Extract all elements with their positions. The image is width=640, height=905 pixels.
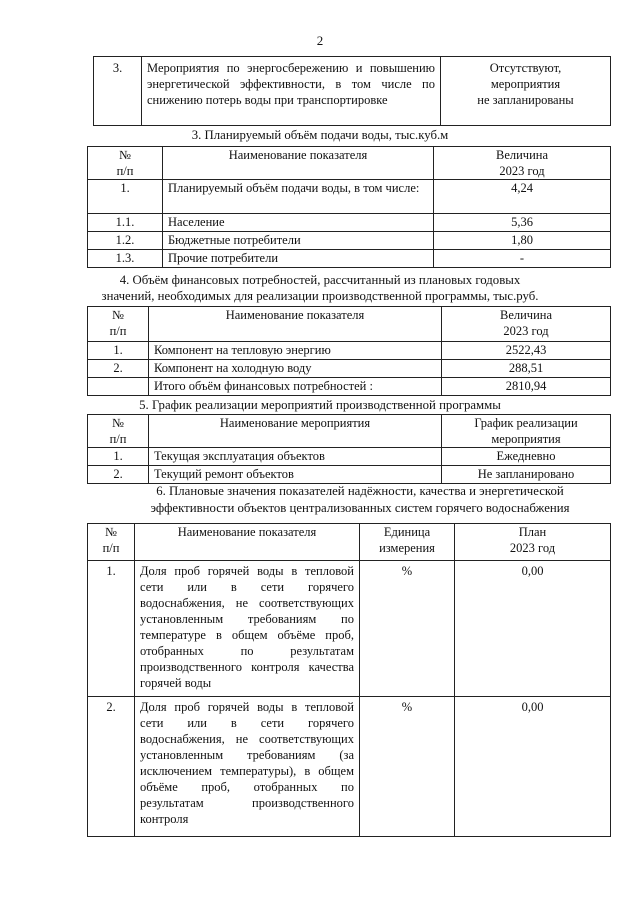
row-name: Доля проб горячей воды в тепловой сети или в сети горячего водоснабжения, не соответствующих установленным требованиям по температуре в общем объёме проб, отобранных по результатам производственного контроля качества горячей воды <box>135 561 360 697</box>
schedule-table <box>87 414 611 484</box>
header-name: Наименование показателя <box>149 307 442 342</box>
table-row <box>88 466 611 484</box>
row-number: 1. <box>88 180 163 214</box>
row-number: 1. <box>88 448 149 466</box>
row-unit: % <box>360 561 455 697</box>
table-row <box>88 342 611 360</box>
header-num: № п/п <box>88 415 149 448</box>
table-row <box>88 448 611 466</box>
header-num: № п/п <box>88 524 135 561</box>
section-3-title: 3. Планируемый объём подачи воды, тыс.куб.м <box>191 128 449 142</box>
row-value: Не запланировано <box>442 466 611 484</box>
row-number: 2. <box>88 360 149 378</box>
row-name: Прочие потребители <box>163 250 434 268</box>
row-value: 4,24 <box>434 180 611 214</box>
header-name: Наименование показателя <box>163 147 434 180</box>
row-value: 0,00 <box>455 561 611 697</box>
row-unit: % <box>360 697 455 837</box>
row-name: Компонент на холодную воду <box>149 360 442 378</box>
row-value: 5,36 <box>434 214 611 232</box>
row-number: 3. <box>94 57 142 126</box>
header-value: График реализации мероприятия <box>442 415 611 448</box>
table-header <box>88 307 611 342</box>
header-value: Величина 2023 год <box>442 307 611 342</box>
measures-table <box>93 56 611 126</box>
table-row <box>88 180 611 214</box>
row-name: Население <box>163 214 434 232</box>
indicators-table <box>87 523 611 837</box>
row-name: Доля проб горячей воды в тепловой сети или в сети горячего водоснабжения, не соответствующих установленным требованиям (за исключением температуры), в общем объёме проб, отобранных по результатам производственного контроля <box>135 697 360 837</box>
header-name: Наименование показателя <box>135 524 360 561</box>
table-header <box>88 524 611 561</box>
row-value: 0,00 <box>455 697 611 837</box>
row-number: 1. <box>88 342 149 360</box>
row-number: 1.1. <box>88 214 163 232</box>
header-value: План 2023 год <box>455 524 611 561</box>
section-4-title: 4. Объём финансовых потребностей, рассчитанный из плановых годовых значений, необходимых для реализации производственной программы, тыс.руб. <box>101 273 539 303</box>
row-value: Ежедневно <box>442 448 611 466</box>
section-5-title: 5. График реализации мероприятий производственной программы <box>139 398 501 412</box>
row-value: 2810,94 <box>442 378 611 396</box>
table-row <box>88 697 611 837</box>
table-row <box>88 561 611 697</box>
row-name: Компонент на тепловую энергию <box>149 342 442 360</box>
header-num: № п/п <box>88 147 163 180</box>
row-number: 2. <box>88 466 149 484</box>
table-row <box>88 232 611 250</box>
row-number: 1. <box>88 561 135 697</box>
table-row <box>94 57 611 126</box>
measure-name: Мероприятия по энергосбережению и повышению энергетической эффективности, в том числе по снижению потерь воды при транспортировке <box>142 57 441 126</box>
header-value: Величина 2023 год <box>434 147 611 180</box>
row-number: 1.3. <box>88 250 163 268</box>
header-unit: Единица измерения <box>360 524 455 561</box>
row-number: 2. <box>88 697 135 837</box>
table-header <box>88 147 611 180</box>
header-name: Наименование мероприятия <box>149 415 442 448</box>
row-value: 1,80 <box>434 232 611 250</box>
header-num: № п/п <box>88 307 149 342</box>
table-row <box>88 360 611 378</box>
row-name: Текущий ремонт объектов <box>149 466 442 484</box>
page-number: 2 <box>316 33 324 48</box>
row-name: Бюджетные потребители <box>163 232 434 250</box>
row-name: Текущая эксплуатация объектов <box>149 448 442 466</box>
water-supply-table <box>87 146 611 268</box>
financial-needs-table <box>87 306 611 396</box>
table-row <box>88 214 611 232</box>
measure-status: Отсутствуют, мероприятия не запланированы <box>441 57 611 126</box>
table-row-total <box>88 378 611 396</box>
row-name: Итого объём финансовых потребностей : <box>149 378 442 396</box>
row-value: 288,51 <box>442 360 611 378</box>
row-value: 2522,43 <box>442 342 611 360</box>
row-number <box>88 378 149 396</box>
row-name: Планируемый объём подачи воды, в том числе: <box>163 180 434 214</box>
row-value: - <box>434 250 611 268</box>
table-header <box>88 415 611 448</box>
section-6-title: 6. Плановые значения показателей надёжности, качества и энергетической эффективности объектов централизованных систем горячего водоснабжения <box>150 484 570 515</box>
table-row <box>88 250 611 268</box>
row-number: 1.2. <box>88 232 163 250</box>
